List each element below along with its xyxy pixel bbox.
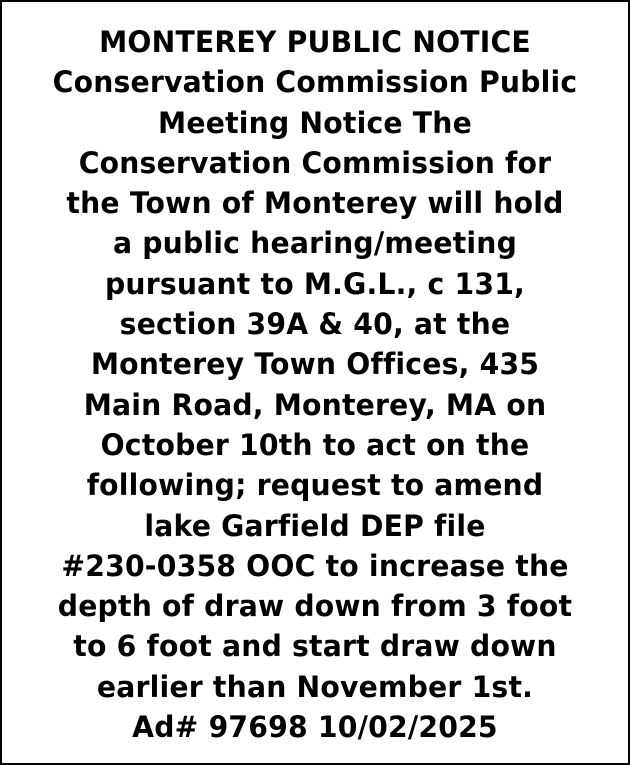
notice-line: earlier than November 1st. <box>96 669 534 704</box>
notice-text <box>2 22 628 747</box>
notice-line: to 6 foot and start draw down <box>73 629 557 664</box>
notice-line: section 39A & 40, at the <box>119 307 511 342</box>
notice-line: October 10th to act on the <box>100 427 530 462</box>
notice-line: Monterey Town Offices, 435 <box>90 347 540 382</box>
notice-line: #230-0358 OOC to increase the <box>61 548 569 583</box>
notice-heading: MONTEREY PUBLIC NOTICE <box>99 25 531 59</box>
notice-line: pursuant to M.G.L., c 131, <box>104 266 525 301</box>
notice-line: Main Road, Monterey, MA on <box>83 387 547 422</box>
notice-line: lake Garfield DEP file <box>144 508 486 543</box>
notice-line: following; request to amend <box>86 468 544 503</box>
notice-line: a public hearing/meeting <box>112 226 518 261</box>
notice-line: Conservation Commission Public <box>52 65 578 100</box>
ad-number-date: Ad# 97698 10/02/2025 <box>132 710 498 745</box>
notice-line: depth of draw down from 3 foot <box>57 589 573 624</box>
notice-line: Conservation Commission for <box>78 145 552 180</box>
notice-line: Meeting Notice The <box>158 105 472 140</box>
notice-line: the Town of Monterey will hold <box>66 186 564 221</box>
